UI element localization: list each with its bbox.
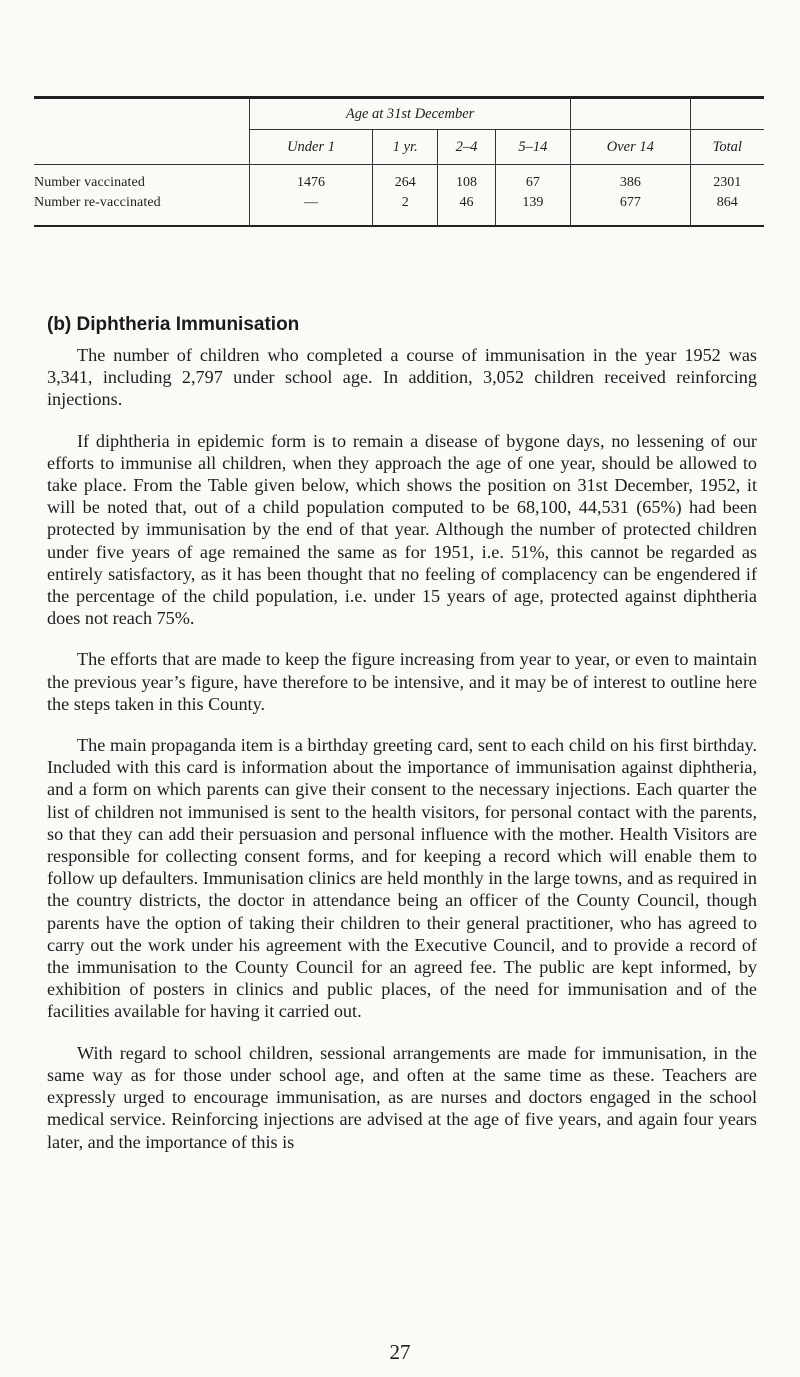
table-bottom-rule — [34, 225, 764, 227]
vaccination-table — [34, 96, 764, 227]
table-cell: 67 — [495, 165, 571, 194]
table-cell: 46 — [438, 193, 495, 225]
page-number: 27 — [389, 1340, 411, 1364]
col-header-2-4: 2–4 — [438, 130, 495, 165]
row-label: Number vaccinated — [34, 165, 250, 194]
paragraph: If diphtheria in epidemic form is to remain a disease of bygone days, no lessening of our efforts to immunise all children, when they approach the age of one year, should be allowed to take place. From the Table given below, which shows the position on 31st December, 1952, it will be noted that, out of a child population computed to be 68,100, 44,531 (65%) had been protected by immunisation by the end of that year. Although the number of protected children under five years of age remained the same as for 1951, i.e. 51%, this cannot be regarded as entirely satisfactory, as it has been thought that no feeling of complacency can be engendered if the percentage of the child population, i.e. under 15 years of age, protected against diphtheria does not reach 75%. — [47, 430, 757, 629]
table-cell: 677 — [571, 193, 690, 225]
section-heading: (b) Diphtheria Immunisation — [47, 314, 300, 335]
table-cell: 2 — [373, 193, 438, 225]
table-cell: 1476 — [250, 165, 373, 194]
table-cell: 264 — [373, 165, 438, 194]
paragraph: The number of children who completed a course of immunisation in the year 1952 was 3,341, including 2,797 under school age. In addition, 3,052 children received reinforcing injections. — [47, 345, 757, 410]
table-cell: 108 — [438, 165, 495, 194]
col-header-5-14: 5–14 — [495, 130, 571, 165]
table-cell: — — [250, 193, 373, 225]
paragraph: The efforts that are made to keep the figure increasing from year to year, or even to maintain the previous year’s figure, have therefore to be intensive, and it may be of interest to outline here the steps taken in this County. — [47, 649, 757, 714]
row-label: Number re-vaccinated — [34, 195, 161, 210]
vaccination-grid — [34, 99, 764, 225]
col-header-over-14: Over 14 — [571, 130, 690, 165]
col-header-total: Total — [690, 130, 764, 165]
table-cell: 2301 — [690, 165, 764, 194]
table-row — [34, 165, 764, 194]
paragraph: The main propaganda item is a birthday greeting card, sent to each child on his first birthday. Included with this card is information about the importance of immunisation against diphtheria, and a form on which parents can give their consent to the necessary injections. Each quarter the list of children not immunised is sent to the health visitors, for personal contact with the parents, so that they can add their persuasion and personal influence with the mother. Health Visitors are responsible for collecting consent forms, and for keeping a record which will enable them to follow up defaulters. Immunisation clinics are held monthly in the large towns, and as required in the country districts, the doctor in attendance being an officer of the County Council, though parents have the option of taking their children to their general practitioner, who has agreed to carry out the work under his agreement with the Executive Council, and to provide a record of the immunisation to the County Council for an agreed fee. The public are kept informed, by exhibition of posters in clinics and public places, of the need for immunisation and of the facilities available for having it carried out. — [47, 735, 757, 1022]
body-text — [47, 344, 757, 1172]
table-cell: 864 — [690, 193, 764, 225]
col-header-1-yr: 1 yr. — [373, 130, 438, 165]
table-cell: 139 — [495, 193, 571, 225]
table-row — [34, 193, 764, 225]
paragraph: With regard to school children, sessional arrangements are made for immunisation, in the same way as for those under school age, and often at the same time as these. Teachers are expressly urged to encourage immunisation, as are nurses and doctors engaged in the school medical service. Reinforcing injections are advised at the age of five years, and again four years later, and the importance of this is — [47, 1042, 757, 1152]
age-header: Age at 31st December — [250, 99, 571, 130]
col-header-under-1: Under 1 — [250, 130, 373, 165]
table-cell: 386 — [571, 165, 690, 194]
